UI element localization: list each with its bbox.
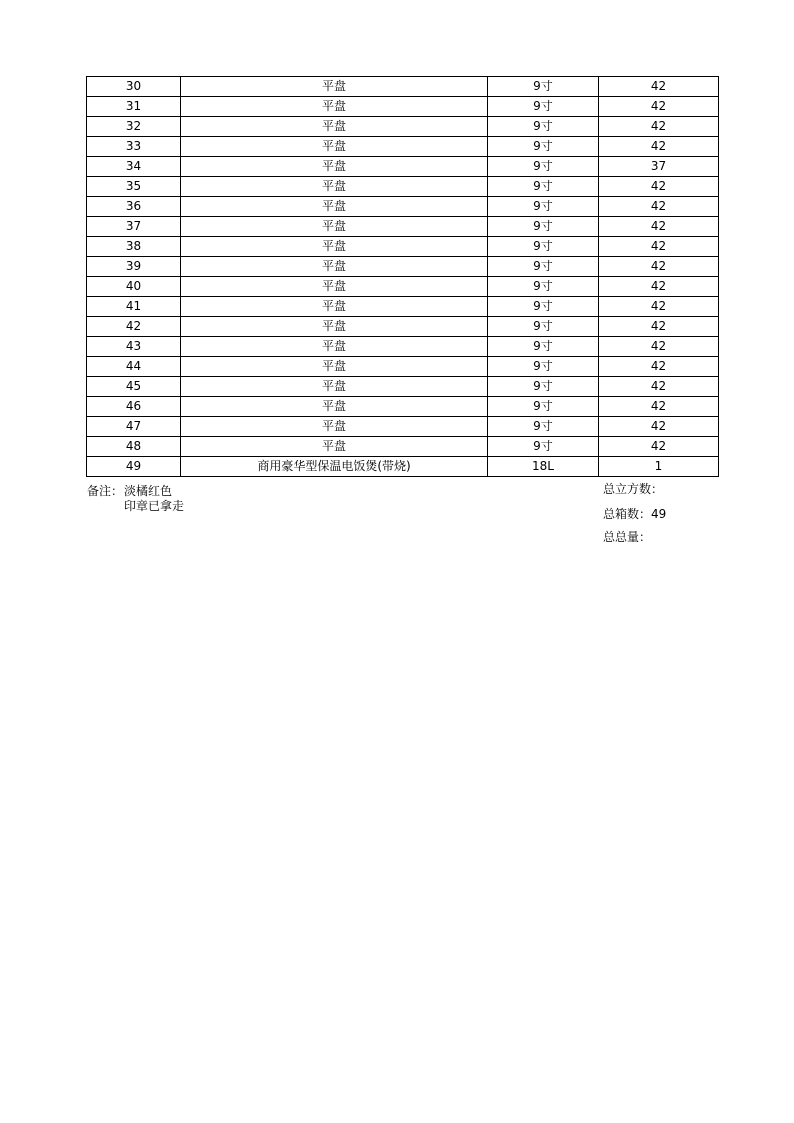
cell-quantity: 42 xyxy=(599,357,719,377)
table-row xyxy=(87,457,719,477)
cell-size: 9寸 xyxy=(488,277,599,297)
cell-number: 35 xyxy=(87,177,181,197)
cell-size: 9寸 xyxy=(488,417,599,437)
cell-quantity: 42 xyxy=(599,177,719,197)
cell-size: 9寸 xyxy=(488,397,599,417)
table-row xyxy=(87,377,719,397)
cell-number: 37 xyxy=(87,217,181,237)
cell-size: 9寸 xyxy=(488,197,599,217)
cell-size: 9寸 xyxy=(488,77,599,97)
table-row xyxy=(87,97,719,117)
cell-number: 30 xyxy=(87,77,181,97)
cell-quantity: 42 xyxy=(599,137,719,157)
cell-number: 32 xyxy=(87,117,181,137)
cell-number: 38 xyxy=(87,237,181,257)
table-row xyxy=(87,197,719,217)
total-weight: 总总量： xyxy=(603,530,652,544)
cell-number: 42 xyxy=(87,317,181,337)
table-row xyxy=(87,337,719,357)
cell-size: 9寸 xyxy=(488,337,599,357)
cell-item-name: 平盘 xyxy=(181,197,488,217)
cell-item-name: 平盘 xyxy=(181,337,488,357)
cell-size: 9寸 xyxy=(488,297,599,317)
cell-size: 9寸 xyxy=(488,257,599,277)
cell-item-name: 商用豪华型保温电饭煲(带烧) xyxy=(181,457,488,477)
table-row xyxy=(87,137,719,157)
cell-size: 9寸 xyxy=(488,137,599,157)
cell-item-name: 平盘 xyxy=(181,277,488,297)
cell-item-name: 平盘 xyxy=(181,377,488,397)
cell-item-name: 平盘 xyxy=(181,257,488,277)
cell-quantity: 42 xyxy=(599,197,719,217)
table-row xyxy=(87,257,719,277)
table-row xyxy=(87,277,719,297)
table-row xyxy=(87,157,719,177)
cell-number: 48 xyxy=(87,437,181,457)
cell-size: 9寸 xyxy=(488,317,599,337)
table-row xyxy=(87,117,719,137)
cell-item-name: 平盘 xyxy=(181,217,488,237)
table-row xyxy=(87,77,719,97)
cell-quantity: 42 xyxy=(599,297,719,317)
cell-item-name: 平盘 xyxy=(181,237,488,257)
cell-number: 45 xyxy=(87,377,181,397)
packing-list-body xyxy=(87,77,719,477)
cell-item-name: 平盘 xyxy=(181,317,488,337)
cell-item-name: 平盘 xyxy=(181,397,488,417)
table-row xyxy=(87,357,719,377)
cell-quantity: 37 xyxy=(599,157,719,177)
table-row xyxy=(87,217,719,237)
cell-number: 43 xyxy=(87,337,181,357)
cell-quantity: 42 xyxy=(599,97,719,117)
total-boxes: 总箱数：49 xyxy=(603,507,667,521)
cell-quantity: 42 xyxy=(599,377,719,397)
cell-item-name: 平盘 xyxy=(181,137,488,157)
cell-item-name: 平盘 xyxy=(181,77,488,97)
packing-list-table xyxy=(86,76,719,477)
table-row xyxy=(87,317,719,337)
table-row xyxy=(87,237,719,257)
cell-quantity: 1 xyxy=(599,457,719,477)
cell-item-name: 平盘 xyxy=(181,417,488,437)
table-row xyxy=(87,297,719,317)
cell-quantity: 42 xyxy=(599,77,719,97)
table-row xyxy=(87,437,719,457)
cell-size: 9寸 xyxy=(488,157,599,177)
cell-item-name: 平盘 xyxy=(181,97,488,117)
cell-quantity: 42 xyxy=(599,317,719,337)
cell-number: 31 xyxy=(87,97,181,117)
cell-number: 34 xyxy=(87,157,181,177)
cell-size: 9寸 xyxy=(488,357,599,377)
notes-stamp: 印章已拿走 xyxy=(124,499,185,513)
cell-number: 46 xyxy=(87,397,181,417)
notes-label: 备注： xyxy=(87,484,124,498)
cell-number: 44 xyxy=(87,357,181,377)
cell-number: 47 xyxy=(87,417,181,437)
table-row xyxy=(87,397,719,417)
cell-item-name: 平盘 xyxy=(181,297,488,317)
cell-quantity: 42 xyxy=(599,397,719,417)
cell-item-name: 平盘 xyxy=(181,357,488,377)
notes-color: 淡橘红色 xyxy=(124,484,173,498)
cell-item-name: 平盘 xyxy=(181,177,488,197)
cell-size: 9寸 xyxy=(488,377,599,397)
cell-quantity: 42 xyxy=(599,237,719,257)
cell-quantity: 42 xyxy=(599,117,719,137)
cell-number: 33 xyxy=(87,137,181,157)
cell-size: 9寸 xyxy=(488,237,599,257)
cell-size: 9寸 xyxy=(488,217,599,237)
cell-size: 18L xyxy=(488,457,599,477)
cell-number: 40 xyxy=(87,277,181,297)
cell-quantity: 42 xyxy=(599,437,719,457)
cell-number: 39 xyxy=(87,257,181,277)
cell-size: 9寸 xyxy=(488,177,599,197)
cell-number: 36 xyxy=(87,197,181,217)
cell-quantity: 42 xyxy=(599,337,719,357)
table-row xyxy=(87,417,719,437)
cell-number: 49 xyxy=(87,457,181,477)
cell-size: 9寸 xyxy=(488,117,599,137)
cell-quantity: 42 xyxy=(599,277,719,297)
cell-size: 9寸 xyxy=(488,97,599,117)
cell-item-name: 平盘 xyxy=(181,157,488,177)
cell-item-name: 平盘 xyxy=(181,437,488,457)
cell-size: 9寸 xyxy=(488,437,599,457)
cell-number: 41 xyxy=(87,297,181,317)
cell-quantity: 42 xyxy=(599,257,719,277)
table-row xyxy=(87,177,719,197)
cell-quantity: 42 xyxy=(599,217,719,237)
cell-item-name: 平盘 xyxy=(181,117,488,137)
total-volume: 总立方数： xyxy=(603,482,664,496)
cell-quantity: 42 xyxy=(599,417,719,437)
